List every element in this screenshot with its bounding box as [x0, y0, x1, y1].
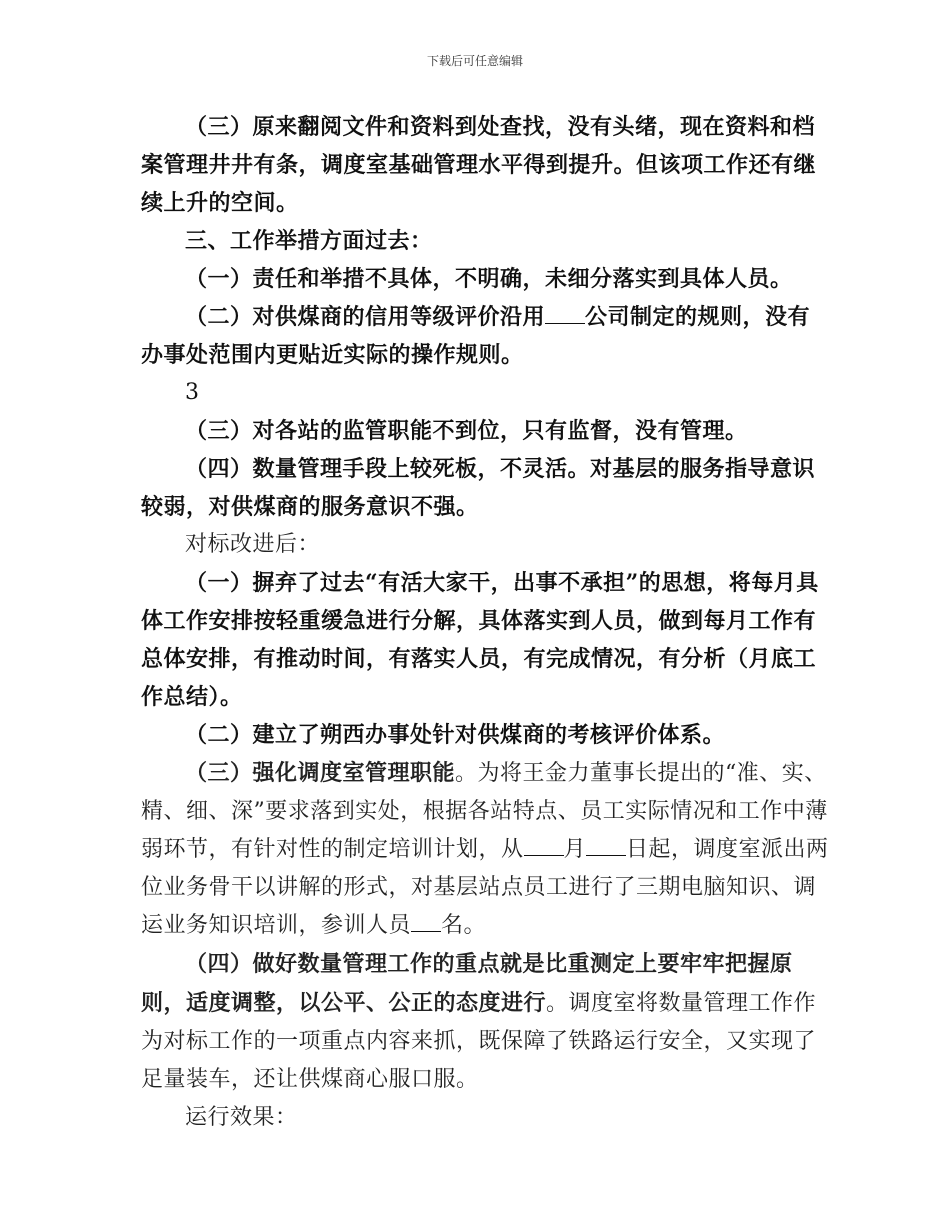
- paragraph-credit-rating: [141, 298, 831, 374]
- document-body: [141, 108, 831, 1137]
- section-heading-results: 运行效果：: [185, 1105, 298, 1130]
- text-fragment: 名。: [441, 913, 487, 938]
- section-heading-after-improvement: 对标改进后：: [185, 532, 321, 557]
- page-header: 下载后可任意编辑: [426, 54, 523, 68]
- paragraph-work-plan: （一）摒弃了过去“有活大家干，出事不承担”的思想，将每月具体工作安排按轻重缓急进行分解，具体落实到人员，做到每月工作有总体安排，有推动时间，有落实人员，有完成情况，有分析（月底工作总结）。: [141, 570, 819, 710]
- text-fragment: 月: [563, 837, 587, 862]
- paragraph-archive-management: （三）原来翻阅文件和资料到处查找，没有头绪，现在资料和档案管理井井有条，调度室基础管理水平得到提升。但该项工作还有继续上升的空间。: [141, 114, 817, 216]
- paragraph-responsibility: （一）责任和举措不具体，不明确，未细分落实到具体人员。: [185, 266, 793, 292]
- paragraph-density-measurement: [141, 945, 831, 1099]
- paragraph-supervision: （三）对各站的监管职能不到位，只有监督，没有管理。: [185, 418, 748, 444]
- fill-blank: [545, 303, 585, 324]
- section-heading-measures: 三、工作举措方面过去：: [185, 228, 433, 254]
- text-fragment: （二）对供煤商的信用等级评价沿用: [185, 304, 546, 330]
- text-fragment: 。调度室将数量管理工作作为对标工作的一项重点内容来抓，既保障了铁路运行安全，又实现了足量装车，还让供煤商心服口服。: [141, 991, 817, 1092]
- fill-blank: [586, 835, 626, 856]
- text-fragment: 公司制定的规则，没有办事处范围内更贴近实际的操作规则。: [141, 304, 811, 368]
- text-fragment-bold: （四）做好数量管理工作的重点就是比重测定上要牢牢把握原则，适度调整，以公平、公正的态度进行: [141, 951, 793, 1016]
- paragraph-evaluation-system: （二）建立了朔西办事处针对供煤商的考核评价体系。: [185, 722, 726, 748]
- text-fragment: 。为将王金力董事长提出的“准、实、精、细、深”要求落到实处，根据各站特点、员工实际情况和工作中薄弱环节，有针对性的制定培训计划，从: [141, 761, 828, 862]
- paragraph-quantity-management: （四）数量管理手段上较死板，不灵活。对基层的服务指导意识较弱，对供煤商的服务意识不强。: [141, 456, 816, 520]
- fill-blank: [524, 835, 564, 856]
- text-fragment: 日起，调度室派出两位业务骨干以讲解的形式，对基层站点员工进行了三期电脑知识、调运业务知识培训，参训人员: [141, 837, 829, 938]
- paragraph-training: [141, 754, 831, 945]
- page-number: 3: [185, 380, 200, 405]
- text-fragment-bold: （三）强化调度室管理职能: [185, 760, 456, 786]
- fill-blank: [411, 911, 441, 932]
